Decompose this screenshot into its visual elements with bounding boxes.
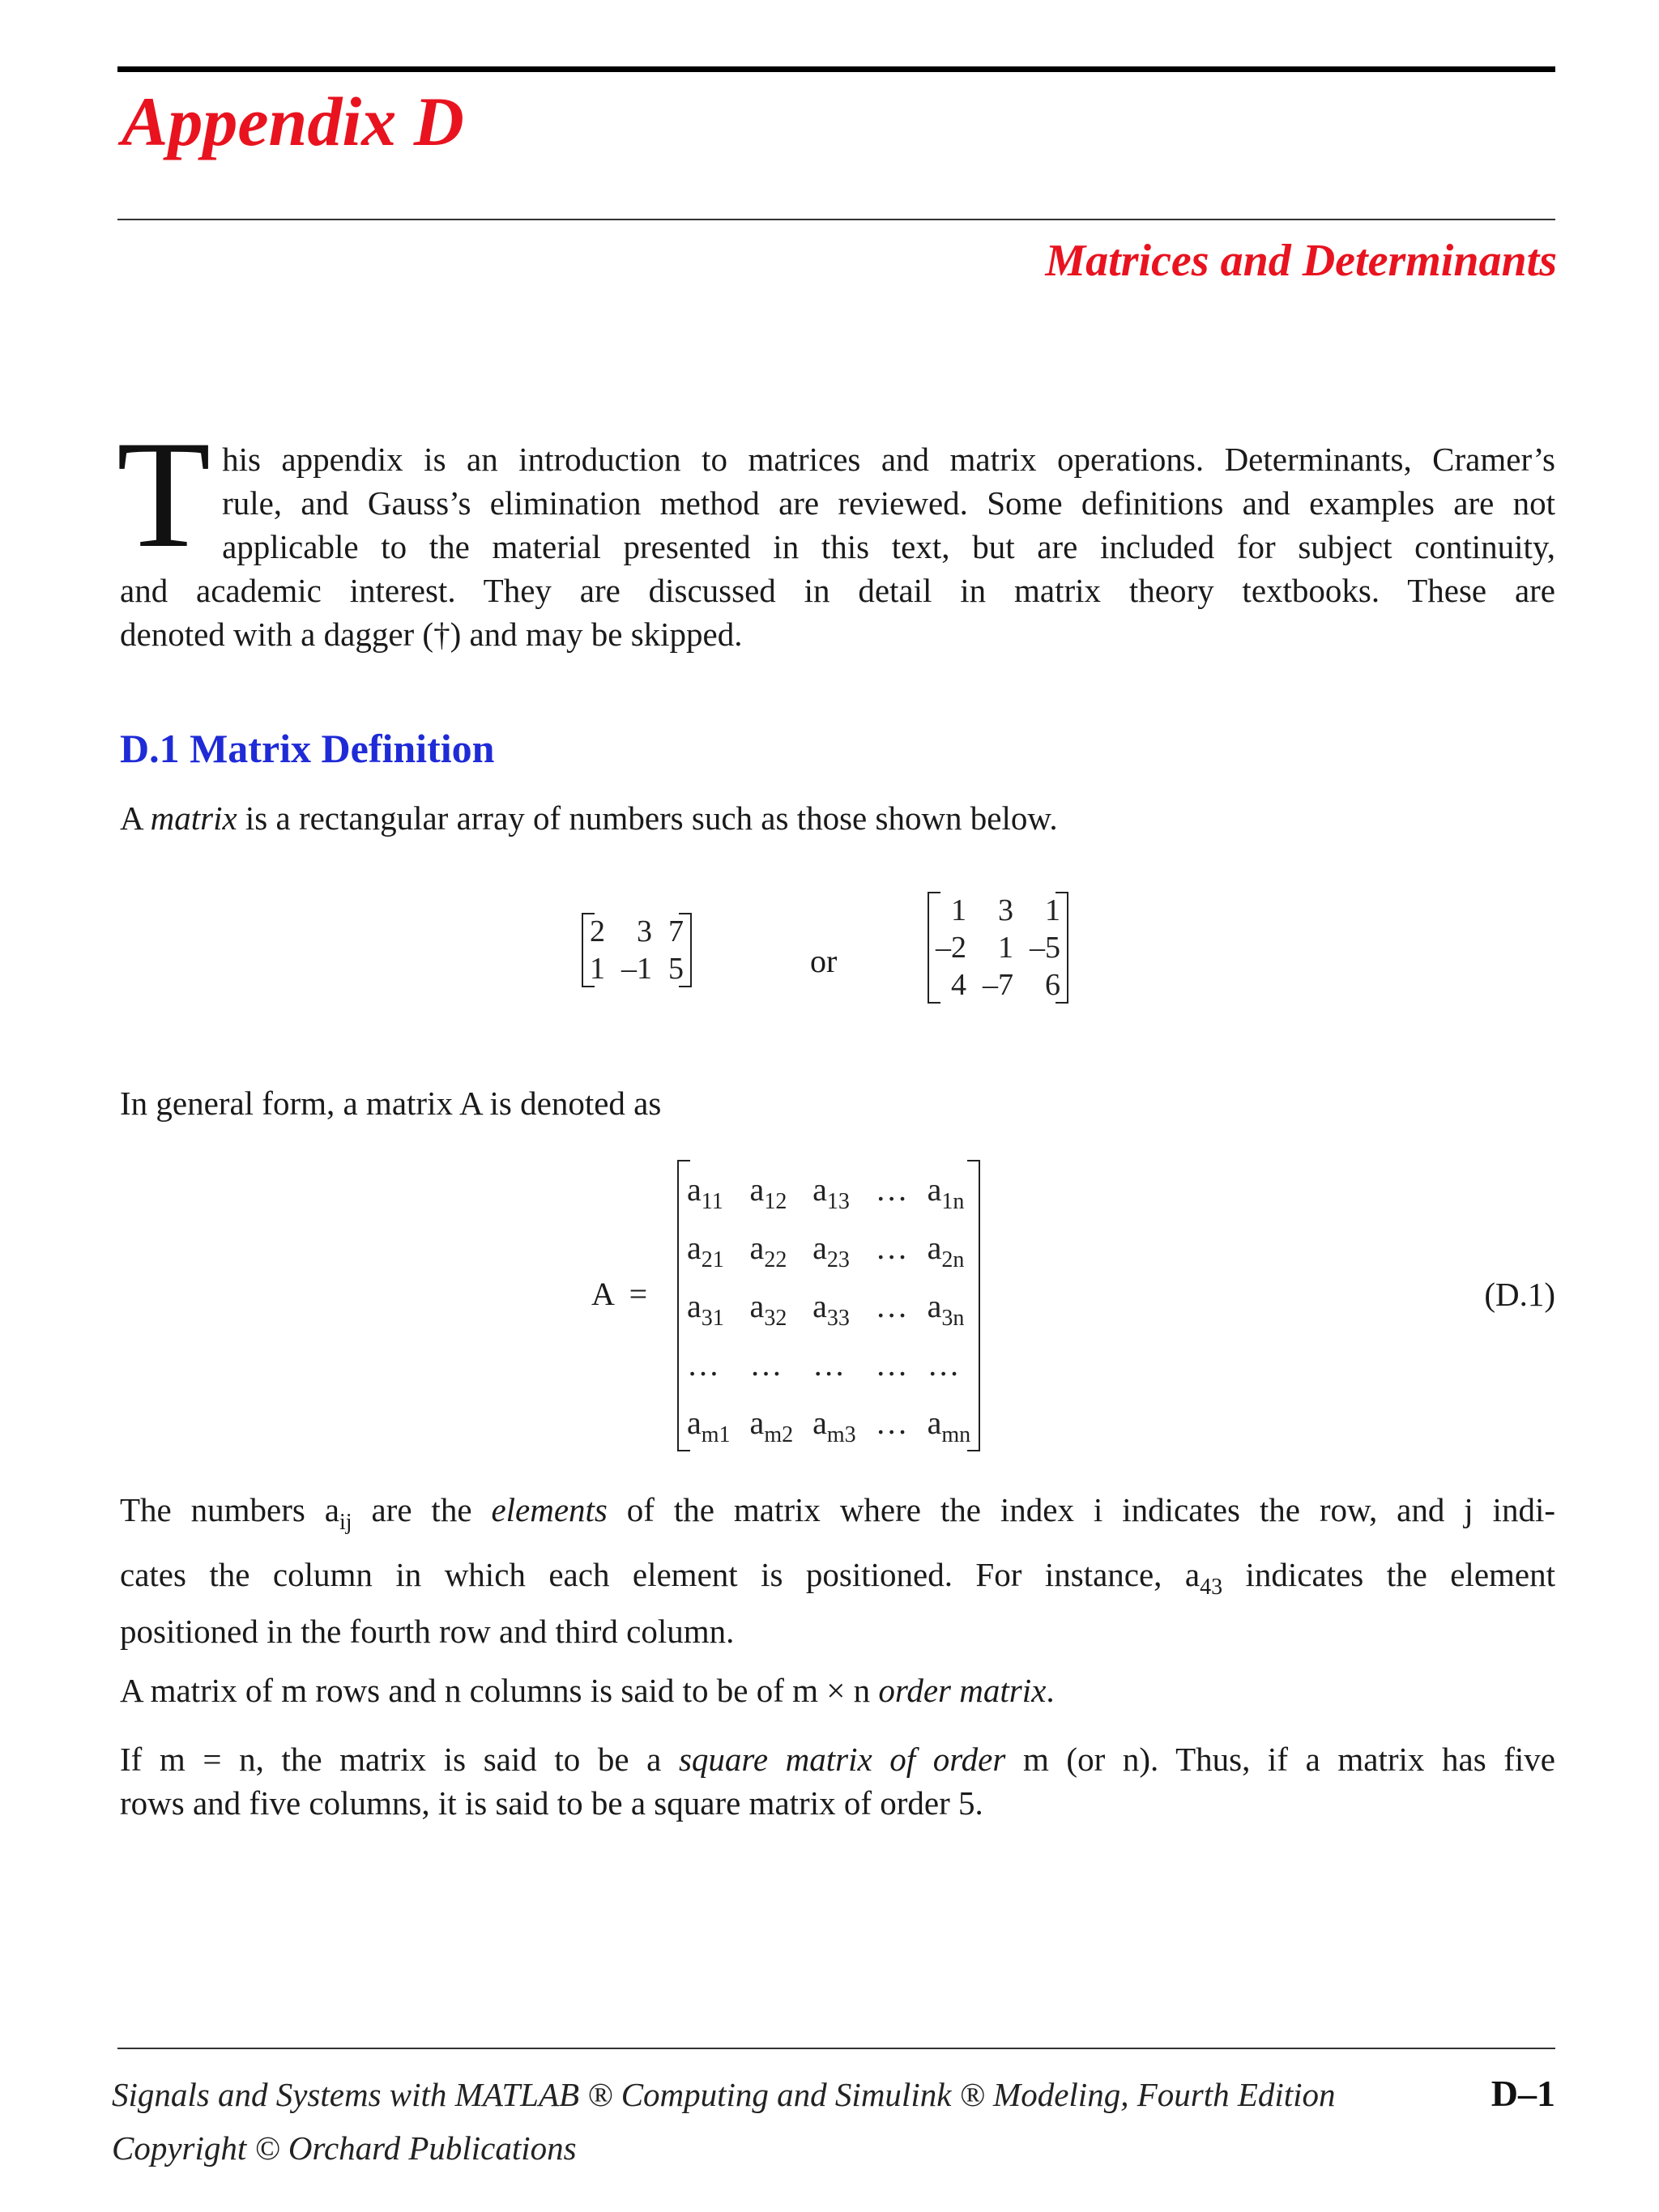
equation-number: (D.1) [1484, 1276, 1555, 1313]
intro-line: his appendix is an introduction to matrices and matrix operations. Determinants, Cramer’s [222, 441, 1555, 478]
section-heading: D.1 Matrix Definition [120, 726, 495, 771]
drop-cap: T [117, 410, 211, 580]
matrix-cell: 2 [590, 914, 605, 948]
matrix-cell [866, 1335, 918, 1393]
matrix-row [928, 929, 1068, 966]
matrix-cell-base: a [687, 1229, 702, 1266]
matrix-cell [740, 1393, 804, 1451]
matrix-row [582, 950, 692, 987]
matrix-cell: 1 [998, 931, 1013, 965]
paragraph-line: rows and five columns, it is said to be a square matrix of order 5. [120, 1784, 983, 1822]
paragraph-line: cates the column in which each element is positioned. For instance, $a_{43}$ indicates the element [120, 1556, 1556, 1600]
symbol-aij: $a_{ij}$ [324, 1491, 352, 1535]
matrix-row [677, 1160, 980, 1218]
bracket-left [582, 913, 595, 987]
matrix-cell-subscript: 32 [764, 1305, 787, 1331]
term-elements: elements [491, 1491, 608, 1528]
matrix-cell-base: … [875, 1404, 908, 1441]
matrix-cell: –1 [621, 952, 652, 986]
matrix-cell-subscript: 3n [941, 1305, 965, 1331]
matrix-cell [740, 1276, 804, 1335]
matrix-cell-subscript: 13 [826, 1188, 850, 1214]
general-form-intro: In general form, a matrix A is denoted as [120, 1085, 662, 1122]
matrix-row [677, 1218, 980, 1276]
equation-lhs: A = [591, 1276, 648, 1312]
chapter-title: Appendix D [122, 83, 464, 160]
matrix-cell: 6 [1045, 968, 1060, 1002]
bracket-right [679, 913, 692, 987]
matrix-cell-base: a [687, 1287, 702, 1324]
matrix-cell: –5 [1030, 931, 1060, 965]
matrix-cell-subscript: 11 [701, 1188, 723, 1214]
term-order-matrix: order matrix [878, 1672, 1047, 1709]
example-matrix-2 [928, 892, 1068, 1004]
footer-copyright: Copyright © Orchard Publications [112, 2129, 577, 2167]
matrix-cell [803, 1393, 866, 1451]
paragraph-line: positioned in the fourth row and third column. [120, 1613, 735, 1650]
matrix-cell: 7 [668, 914, 684, 948]
matrix-cell: –7 [983, 968, 1013, 1002]
matrix-table [582, 913, 692, 987]
matrix-cell-base: … [875, 1170, 908, 1208]
paragraph-line: If m = n, the matrix is said to be a square matrix of order m (or n). Thus, if a matrix has five [120, 1741, 1555, 1778]
bracket-left [677, 1160, 690, 1451]
elements-paragraph [120, 1480, 1555, 1653]
intro-line: applicable to the material presented in this text, but are included for subject continuity, [222, 528, 1555, 565]
matrix-row [928, 966, 1068, 1004]
matrix-cell-subscript: mn [941, 1421, 971, 1447]
matrix-cell [866, 1393, 918, 1451]
matrix-cell [866, 1160, 918, 1218]
matrix-cell-base: … [875, 1345, 908, 1383]
matrix-row [582, 913, 692, 950]
header-rule-thin [117, 219, 1555, 220]
matrix-table [677, 1160, 980, 1451]
general-matrix [677, 1160, 980, 1451]
matrix-cell-subscript: 22 [764, 1247, 787, 1272]
matrix-cell [803, 1335, 866, 1393]
footer-rule [117, 2048, 1555, 2049]
matrix-cell-base: … [687, 1345, 719, 1383]
matrix-cell-subscript: m2 [764, 1421, 794, 1447]
matrix-row [677, 1393, 980, 1451]
matrix-cell: 4 [951, 968, 966, 1002]
matrix-cell-base: a [927, 1170, 942, 1208]
intro-line: denoted with a dagger (†) and may be skipped. [120, 616, 743, 653]
matrix-cell-subscript: 23 [826, 1247, 850, 1272]
matrix-cell-base: a [812, 1287, 827, 1324]
matrix-cell-subscript: 31 [701, 1305, 724, 1331]
matrix-cell [803, 1160, 866, 1218]
matrix-cell-base: a [749, 1229, 765, 1266]
matrix-cell-base: a [812, 1229, 827, 1266]
matrix-cell: 1 [951, 893, 966, 927]
header-rule-thick [117, 66, 1555, 72]
bracket-left [928, 892, 940, 1004]
matrix-cell-base: a [749, 1404, 765, 1441]
matrix-cell [866, 1276, 918, 1335]
order-paragraph: A matrix of m rows and n columns is said to be of m × n order matrix. [120, 1672, 1055, 1709]
matrix-row [677, 1335, 980, 1393]
bracket-right [1056, 892, 1068, 1004]
intro-line: rule, and Gauss’s elimination method are reviewed. Some definitions and examples are not [222, 484, 1555, 522]
matrix-cell-subscript: m3 [826, 1421, 856, 1447]
bracket-right [967, 1160, 980, 1451]
matrix-definition: A matrix is a rectangular array of numbers such as those shown below. [120, 799, 1058, 837]
term-square-matrix: square matrix of order [678, 1741, 1006, 1778]
footer-book-title: Signals and Systems with MATLAB ® Computing and Simulink ® Modeling, Fourth Edition [112, 2076, 1336, 2113]
matrix-cell: –2 [936, 931, 966, 965]
paragraph-line: The numbers $a_{ij}$ are the elements of the matrix where the index i indicates the row, and j indi- [120, 1491, 1555, 1535]
symbol-a43: $a_{43}$ [1184, 1556, 1223, 1600]
matrix-cell-base: … [875, 1287, 908, 1324]
matrix-cell [740, 1218, 804, 1276]
matrix-cell-base: … [927, 1345, 960, 1383]
matrix-row [677, 1276, 980, 1335]
matrix-cell: 5 [668, 952, 684, 986]
matrix-cell-subscript: 21 [701, 1247, 724, 1272]
matrix-cell-subscript: 2n [941, 1247, 965, 1272]
term-matrix: matrix [150, 799, 237, 837]
matrix-cell-base: … [875, 1229, 908, 1266]
matrix-cell-base: a [812, 1170, 827, 1208]
matrix-cell-base: a [749, 1170, 765, 1208]
matrix-cell: 1 [590, 952, 605, 986]
matrix-cell-base: a [812, 1404, 827, 1441]
matrix-cell-base: a [749, 1287, 765, 1324]
footer-page-number: D–1 [1491, 2073, 1555, 2114]
matrix-table [928, 892, 1068, 1004]
matrix-cell-base: a [927, 1404, 942, 1441]
matrix-cell [803, 1276, 866, 1335]
intro-line: and academic interest. They are discussed in detail in matrix theory textbooks. These are [120, 572, 1555, 609]
matrix-cell [803, 1218, 866, 1276]
matrix-cell-subscript: 12 [764, 1188, 787, 1214]
or-label: or [810, 943, 838, 979]
square-matrix-paragraph [120, 1737, 1555, 1825]
matrix-cell-base: a [927, 1229, 942, 1266]
matrix-cell: 3 [637, 914, 652, 948]
chapter-subtitle: Matrices and Determinants [1045, 236, 1557, 286]
matrix-cell: 3 [998, 893, 1013, 927]
matrix-row [928, 892, 1068, 929]
matrix-cell: 1 [1045, 893, 1060, 927]
intro-paragraph [117, 410, 1555, 656]
matrix-cell-base: … [749, 1345, 783, 1383]
matrix-cell-base: a [687, 1404, 702, 1441]
example-matrix-1 [582, 913, 692, 987]
matrix-cell-base: … [812, 1345, 846, 1383]
matrix-cell-subscript: 33 [826, 1305, 850, 1331]
matrix-cell [740, 1160, 804, 1218]
matrix-cell [740, 1335, 804, 1393]
matrix-cell-subscript: 1n [941, 1188, 965, 1214]
matrix-cell-subscript: m1 [701, 1421, 731, 1447]
matrix-cell [866, 1218, 918, 1276]
matrix-cell-base: a [927, 1287, 942, 1324]
matrix-cell-base: a [687, 1170, 702, 1208]
